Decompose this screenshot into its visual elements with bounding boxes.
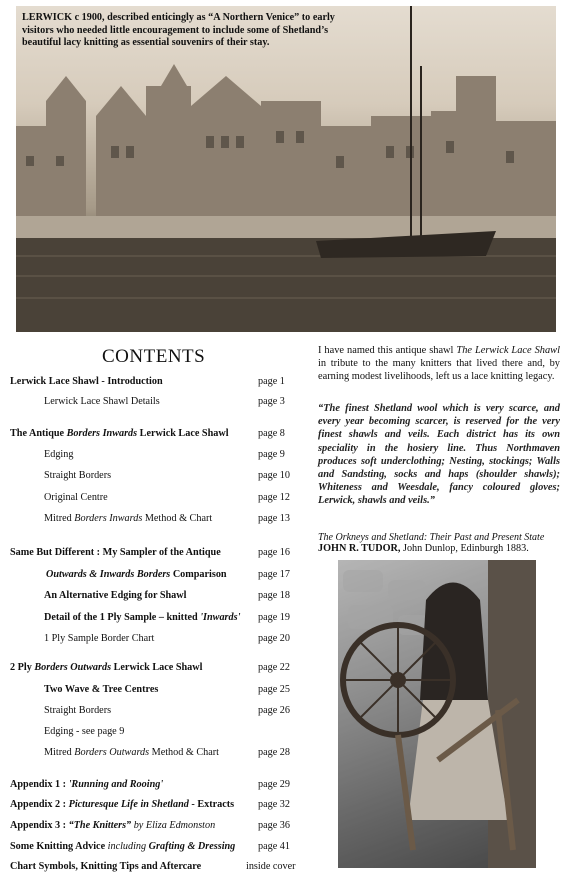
source-author: JOHN R. TUDOR,	[318, 543, 401, 554]
toc-entry	[10, 861, 296, 877]
spinning-wheel-illustration	[338, 560, 536, 868]
historical-quote: “The finest Shetland wool which is very scarce, and every year becoming scarcer, is reserved for the very finest shawls and veils. Each district has its own speciality in the hosiery line. Thus Northmaven produces soft underclothing; Nesting, stockings; Walls and Sandsting, socks and haps (shoulder shawls); Whiteness and Weesdale, fancy coloured gloves; Lerwick, shawls and veils.”	[318, 403, 560, 507]
toc-entry-label-part: Lerwick Lace Shawl	[111, 662, 203, 673]
toc-entry-label-part: An Alternative Edging for Shawl	[44, 590, 187, 601]
toc-entry-label	[44, 470, 111, 481]
toc-entry	[10, 492, 296, 508]
toc-entry-page: page 26	[258, 705, 290, 716]
source-title: The Orkneys and Shetland: Their Past and Present State	[318, 532, 545, 543]
toc-entry-label	[44, 396, 160, 407]
toc-entry	[10, 396, 296, 412]
toc-entry	[10, 779, 296, 795]
harbour-illustration	[16, 6, 556, 332]
toc-entry-label-part: Appendix 1 :	[10, 779, 69, 790]
toc-entry-label-part: Some Knitting Advice	[10, 841, 108, 852]
toc-entry-label-part: Lerwick Lace Shawl - Introduction	[10, 376, 163, 387]
toc-entry-label	[10, 779, 163, 790]
toc-entry-page: page 20	[258, 633, 290, 644]
toc-entry	[10, 841, 296, 857]
source-author-line	[318, 543, 560, 554]
toc-entry-page: page 32	[258, 799, 290, 810]
toc-entry-label-part: Lerwick Lace Shawl	[137, 428, 229, 439]
toc-entry-label-part: Lerwick Lace Shawl Details	[44, 396, 160, 407]
intro-shawl-name: The Lerwick Lace Shawl	[456, 345, 560, 356]
spinning-wheel-photo	[338, 560, 536, 868]
toc-entry-label-part: Grafting & Dressing	[146, 841, 236, 852]
toc-entry-label-part: Mitred	[44, 747, 75, 758]
toc-entry-page: page 18	[258, 590, 290, 601]
toc-entry-page: page 36	[258, 820, 290, 831]
toc-entry-label-part: Original Centre	[44, 492, 108, 503]
toc-entry-label-part: Edging - see page 9	[44, 726, 125, 737]
toc-entry-page: page 17	[258, 569, 290, 580]
toc-entry-page: page 22	[258, 662, 290, 673]
toc-entry-page: page 29	[258, 779, 290, 790]
photo-caption: LERWICK c 1900, described enticingly as “A Northern Venice” to early visitors who needed little encouragement to include some of Shetland’s beautiful lacy knitting as essential souvenirs of their stay.	[22, 12, 335, 49]
toc-entry-label	[10, 841, 235, 852]
toc-entry-label-part: Borders Inwards	[74, 513, 143, 524]
toc-entry	[10, 428, 296, 444]
toc-entry	[10, 569, 296, 585]
intro-paragraph	[318, 344, 560, 384]
toc-entry-page: page 41	[258, 841, 290, 852]
toc-entry-page: page 19	[258, 612, 290, 623]
toc-entry-label-part: Straight Borders	[44, 470, 112, 481]
intro-text-before: I have named this antique shawl	[318, 345, 457, 356]
toc-entry	[10, 726, 296, 742]
toc-entry-label	[44, 747, 219, 758]
toc-entry	[10, 799, 296, 815]
lerwick-harbour-photo	[16, 6, 556, 332]
toc-entry-label-part: Straight Borders	[44, 705, 112, 716]
toc-entry-label-part: Same But Different : My Sampler of the Antique	[10, 547, 221, 558]
toc-entry-label-part: Borders Outwards	[74, 747, 150, 758]
toc-entry-label	[44, 705, 111, 716]
toc-entry-label-part: Comparison	[170, 569, 227, 580]
toc-entry-page: page 25	[258, 684, 290, 695]
toc-entry-label-part: 1 Ply Sample Border Chart	[44, 633, 155, 644]
toc-entry-label	[10, 861, 201, 872]
intro-text-after: in tribute to the many knitters that lived there and, by earning modest livelihoods, left us a lace knitting legacy.	[318, 358, 560, 383]
toc-entry-page: page 10	[258, 470, 290, 481]
toc-entry-label-part: - Extracts	[188, 799, 235, 810]
toc-entry	[10, 820, 296, 836]
toc-entry-label	[10, 428, 229, 439]
toc-entry-label-part: 2 Ply	[10, 662, 35, 673]
toc-entry-label	[44, 590, 186, 601]
toc-entry-page: page 9	[258, 449, 285, 460]
toc-entry-label-part: by Eliza Edmonston	[131, 820, 216, 831]
toc-entry-label	[10, 662, 202, 673]
toc-entry-label	[10, 799, 234, 810]
toc-entry-label	[10, 820, 215, 831]
toc-entry-label	[44, 513, 212, 524]
toc-entry-label-part: 'Inwards'	[200, 612, 241, 623]
toc-entry-label	[44, 492, 108, 503]
toc-entry-label-part: Borders Inwards	[66, 428, 138, 439]
source-publisher: John Dunlop, Edinburgh 1883.	[400, 543, 529, 554]
toc-entry-label	[10, 547, 221, 558]
toc-entry-label	[44, 612, 240, 623]
toc-entry	[10, 747, 296, 763]
toc-entry-page: page 16	[258, 547, 290, 558]
toc-entry-page: page 3	[258, 396, 285, 407]
toc-entry-page: page 1	[258, 376, 285, 387]
toc-entry	[10, 633, 296, 649]
toc-entry-label-part: Method & Chart	[149, 747, 219, 758]
toc-entry-label-part: The Antique	[10, 428, 67, 439]
contents-title: CONTENTS	[102, 346, 206, 367]
toc-entry-label	[44, 449, 73, 460]
toc-entry-label-part: Borders Outwards	[34, 662, 112, 673]
toc-entry-label-part: including	[107, 841, 147, 852]
toc-entry	[10, 684, 296, 700]
toc-entry-label-part: Detail of the 1 Ply Sample – knitted	[44, 612, 201, 623]
toc-entry	[10, 376, 296, 392]
toc-entry-page: inside cover	[246, 861, 296, 872]
toc-entry-page: page 8	[258, 428, 285, 439]
toc-entry	[10, 612, 296, 628]
toc-entry-label	[44, 684, 158, 695]
toc-entry-page: page 13	[258, 513, 290, 524]
toc-entry-label-part: “The Knitters”	[68, 820, 132, 831]
toc-entry-label-part: 'Running and Rooing'	[68, 779, 164, 790]
toc-entry-label-part: Appendix 3 :	[10, 820, 69, 831]
toc-entry	[10, 547, 296, 563]
toc-entry-label	[10, 376, 163, 387]
toc-entry-label-part: Appendix 2 :	[10, 799, 69, 810]
toc-entry-label-part: Two Wave & Tree Centres	[44, 684, 159, 695]
toc-entry-label-part: Method & Chart	[142, 513, 213, 524]
toc-entry	[10, 662, 296, 678]
toc-entry-page: page 28	[258, 747, 290, 758]
toc-entry-page: page 12	[258, 492, 290, 503]
toc-entry-label	[46, 569, 227, 580]
toc-entry	[10, 590, 296, 606]
toc-entry-label-part: Picturesque Life in Shetland	[68, 799, 189, 810]
toc-entry	[10, 513, 296, 529]
toc-entry-label	[44, 726, 124, 737]
toc-entry	[10, 705, 296, 721]
toc-entry-label	[44, 633, 154, 644]
toc-entry-label-part: Chart Symbols, Knitting Tips and Aftercare	[10, 861, 202, 872]
toc-entry-label-part: Outwards & Inwards Borders	[46, 569, 171, 580]
toc-entry-label-part: Edging	[44, 449, 74, 460]
toc-entry-label-part: Mitred	[44, 513, 75, 524]
toc-entry	[10, 449, 296, 465]
toc-entry	[10, 470, 296, 486]
